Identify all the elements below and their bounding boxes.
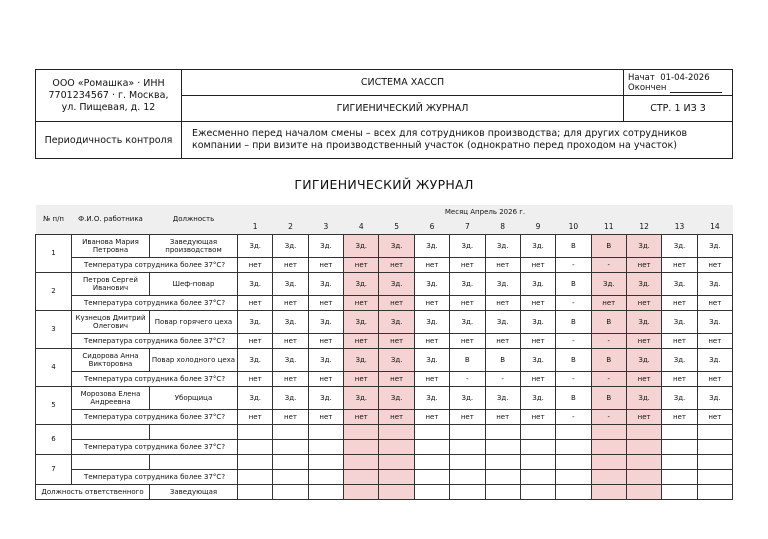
employee-row — [36, 424, 733, 439]
temperature-cell — [556, 439, 591, 454]
temperature-cell: нет — [273, 409, 308, 424]
health-status-cell — [273, 424, 308, 439]
temperature-cell — [662, 439, 697, 454]
temperature-cell: нет — [450, 257, 485, 272]
temperature-cell — [520, 439, 555, 454]
temperature-cell: - — [556, 257, 591, 272]
temperature-cell — [238, 439, 273, 454]
temperature-row — [36, 469, 733, 484]
health-status-cell: Зд. — [308, 272, 343, 295]
health-status-cell — [238, 424, 273, 439]
health-status-cell: Зд. — [238, 272, 273, 295]
health-status-cell: В — [591, 348, 626, 371]
temperature-cell — [414, 439, 449, 454]
employee-name: Кузнецов Дмитрий Олегович — [72, 310, 150, 333]
day-header: 8 — [485, 219, 520, 234]
health-status-cell: Зд. — [414, 310, 449, 333]
temperature-cell — [485, 469, 520, 484]
col-header-position: Должность — [150, 205, 238, 234]
health-status-cell — [697, 424, 732, 439]
journal-name: ГИГИЕНИЧЕСКИЙ ЖУРНАЛ — [182, 96, 624, 122]
temperature-cell: нет — [344, 409, 379, 424]
temperature-cell: нет — [308, 409, 343, 424]
health-status-cell: Зд. — [485, 310, 520, 333]
health-status-cell: Зд. — [485, 272, 520, 295]
health-status-cell: Зд. — [626, 234, 661, 257]
day-header: 10 — [556, 219, 591, 234]
health-status-cell — [556, 454, 591, 469]
health-status-cell: Зд. — [273, 234, 308, 257]
temperature-cell: нет — [414, 295, 449, 310]
temperature-cell — [697, 469, 732, 484]
temperature-cell — [308, 439, 343, 454]
company-line: 7701234567 · г. Москва, — [48, 89, 169, 101]
temperature-label: Температура сотрудника более 37°C? — [72, 439, 238, 454]
employee-number: 5 — [36, 386, 72, 424]
temperature-cell: - — [591, 257, 626, 272]
temperature-cell: нет — [450, 333, 485, 348]
health-status-cell: Зд. — [238, 348, 273, 371]
responsible-signature-cell — [520, 484, 555, 499]
temperature-row — [36, 371, 733, 386]
temperature-cell: нет — [697, 257, 732, 272]
temperature-cell: нет — [238, 371, 273, 386]
periodicity-text: Ежесменно перед началом смены – всех для сотрудников производства; для других сотрудников компании – при визите на производственный участок (однократно перед проходом на участок) — [182, 122, 733, 159]
health-status-cell: Зд. — [662, 310, 697, 333]
temperature-cell: - — [591, 371, 626, 386]
health-status-cell — [697, 454, 732, 469]
temperature-cell — [485, 439, 520, 454]
temperature-cell: нет — [662, 295, 697, 310]
health-status-cell: Зд. — [626, 272, 661, 295]
responsible-signature-cell — [485, 484, 520, 499]
temperature-cell: нет — [238, 333, 273, 348]
health-status-cell — [485, 424, 520, 439]
temperature-cell: нет — [485, 257, 520, 272]
temperature-cell: - — [591, 333, 626, 348]
temperature-cell — [697, 439, 732, 454]
health-status-cell: Зд. — [662, 348, 697, 371]
health-status-cell: В — [556, 234, 591, 257]
day-header: 2 — [273, 219, 308, 234]
document-header — [35, 69, 733, 159]
temperature-cell: нет — [520, 333, 555, 348]
responsible-signature-cell — [344, 484, 379, 499]
day-header: 1 — [238, 219, 273, 234]
temperature-cell — [662, 469, 697, 484]
health-status-cell: Зд. — [414, 272, 449, 295]
temperature-cell: нет — [344, 333, 379, 348]
health-status-cell: Зд. — [379, 234, 414, 257]
employee-position: Уборщица — [150, 386, 238, 409]
temperature-cell: нет — [308, 257, 343, 272]
temperature-cell: - — [450, 371, 485, 386]
temperature-cell — [344, 469, 379, 484]
temperature-cell: нет — [485, 409, 520, 424]
temperature-cell: нет — [520, 295, 555, 310]
health-status-cell: Зд. — [273, 310, 308, 333]
ended-label: Окончен — [628, 82, 667, 93]
employee-number: 7 — [36, 454, 72, 484]
temperature-cell: нет — [273, 257, 308, 272]
employee-row — [36, 234, 733, 257]
started-date: 01-04-2026 — [660, 72, 710, 83]
health-status-cell: В — [556, 348, 591, 371]
health-status-cell: Зд. — [450, 272, 485, 295]
responsible-signature-cell — [626, 484, 661, 499]
employee-position: Повар холодного цеха — [150, 348, 238, 371]
health-status-cell: Зд. — [414, 348, 449, 371]
temperature-cell — [379, 439, 414, 454]
temperature-cell: нет — [344, 257, 379, 272]
responsible-signature-cell — [591, 484, 626, 499]
day-header: 9 — [520, 219, 555, 234]
started-label: Начат — [628, 72, 655, 83]
health-status-cell: Зд. — [238, 310, 273, 333]
health-status-cell: Зд. — [697, 348, 732, 371]
temperature-cell: нет — [379, 333, 414, 348]
health-status-cell: Зд. — [379, 386, 414, 409]
page-number: СТР. 1 ИЗ 3 — [624, 96, 733, 122]
responsible-signature-cell — [379, 484, 414, 499]
responsible-row — [36, 484, 733, 499]
temperature-cell — [450, 439, 485, 454]
health-status-cell — [450, 454, 485, 469]
temperature-row — [36, 295, 733, 310]
health-status-cell — [238, 454, 273, 469]
temperature-cell: нет — [662, 257, 697, 272]
day-header: 3 — [308, 219, 343, 234]
health-status-cell: В — [556, 386, 591, 409]
health-status-cell: В — [591, 234, 626, 257]
day-header: 12 — [626, 219, 661, 234]
responsible-signature-cell — [238, 484, 273, 499]
temperature-label: Температура сотрудника более 37°C? — [72, 371, 238, 386]
employee-number: 3 — [36, 310, 72, 348]
responsible-signature-cell — [308, 484, 343, 499]
temperature-cell: нет — [238, 257, 273, 272]
responsible-signature-cell — [662, 484, 697, 499]
employee-position: Шеф-повар — [150, 272, 238, 295]
health-status-cell — [520, 424, 555, 439]
health-status-cell: Зд. — [344, 386, 379, 409]
hygiene-log-table — [35, 205, 733, 500]
temperature-cell: нет — [485, 295, 520, 310]
employee-row — [36, 310, 733, 333]
temperature-row — [36, 439, 733, 454]
temperature-cell: нет — [662, 371, 697, 386]
temperature-cell — [450, 469, 485, 484]
employee-row — [36, 272, 733, 295]
temperature-cell: нет — [344, 295, 379, 310]
employee-position — [150, 454, 238, 469]
temperature-cell: нет — [273, 371, 308, 386]
health-status-cell: Зд. — [697, 386, 732, 409]
employee-name: Петров Сергей Иванович — [72, 272, 150, 295]
health-status-cell: Зд. — [626, 348, 661, 371]
health-status-cell — [379, 424, 414, 439]
health-status-cell: Зд. — [626, 310, 661, 333]
temperature-cell: нет — [273, 295, 308, 310]
health-status-cell: Зд. — [662, 272, 697, 295]
page-title: ГИГИЕНИЧЕСКИЙ ЖУРНАЛ — [294, 177, 474, 192]
day-header: 5 — [379, 219, 414, 234]
temperature-cell: нет — [662, 409, 697, 424]
employee-row — [36, 386, 733, 409]
employee-number: 6 — [36, 424, 72, 454]
temperature-cell: нет — [520, 409, 555, 424]
responsible-signature-cell — [414, 484, 449, 499]
temperature-cell: нет — [697, 409, 732, 424]
health-status-cell: Зд. — [591, 272, 626, 295]
employee-name: Сидорова Анна Викторовна — [72, 348, 150, 371]
health-status-cell: Зд. — [238, 234, 273, 257]
temperature-cell: нет — [450, 295, 485, 310]
responsible-label: Должность ответственного — [36, 484, 150, 499]
temperature-cell: нет — [414, 333, 449, 348]
col-header-name: Ф.И.О. работника — [72, 205, 150, 234]
temperature-cell: - — [485, 371, 520, 386]
employee-position — [150, 424, 238, 439]
day-header: 4 — [344, 219, 379, 234]
health-status-cell — [308, 454, 343, 469]
temperature-cell — [273, 439, 308, 454]
health-status-cell: Зд. — [485, 234, 520, 257]
periodicity-label: Периодичность контроля — [36, 122, 182, 159]
temperature-row — [36, 257, 733, 272]
health-status-cell: В — [556, 272, 591, 295]
temperature-cell — [626, 439, 661, 454]
temperature-cell: нет — [626, 295, 661, 310]
temperature-cell: нет — [520, 257, 555, 272]
health-status-cell: Зд. — [520, 272, 555, 295]
temperature-label: Температура сотрудника более 37°C? — [72, 295, 238, 310]
health-status-cell — [344, 424, 379, 439]
health-status-cell: Зд. — [308, 348, 343, 371]
employee-number: 1 — [36, 234, 72, 272]
company-info — [36, 70, 182, 122]
employee-number: 2 — [36, 272, 72, 310]
day-header: 14 — [697, 219, 732, 234]
employee-position: Повар горячего цеха — [150, 310, 238, 333]
health-status-cell: Зд. — [344, 348, 379, 371]
responsible-signature-cell — [450, 484, 485, 499]
health-status-cell: Зд. — [697, 234, 732, 257]
temperature-cell: нет — [308, 295, 343, 310]
temperature-cell — [414, 469, 449, 484]
health-status-cell: Зд. — [344, 272, 379, 295]
day-header: 11 — [591, 219, 626, 234]
health-status-cell: Зд. — [414, 234, 449, 257]
health-status-cell: Зд. — [308, 234, 343, 257]
temperature-cell: нет — [626, 409, 661, 424]
health-status-cell — [662, 424, 697, 439]
health-status-cell: Зд. — [450, 234, 485, 257]
temperature-cell — [556, 469, 591, 484]
health-status-cell: В — [485, 348, 520, 371]
health-status-cell — [414, 454, 449, 469]
temperature-cell: - — [591, 409, 626, 424]
temperature-cell: нет — [238, 409, 273, 424]
temperature-cell — [626, 469, 661, 484]
month-header: Месяц Апрель 2026 г. — [238, 205, 733, 219]
health-status-cell: Зд. — [308, 386, 343, 409]
temperature-cell: - — [556, 409, 591, 424]
health-status-cell: Зд. — [379, 272, 414, 295]
temperature-cell: нет — [308, 333, 343, 348]
health-status-cell: В — [556, 310, 591, 333]
temperature-cell — [591, 469, 626, 484]
temperature-cell: нет — [379, 371, 414, 386]
temperature-cell: нет — [379, 409, 414, 424]
temperature-cell: нет — [238, 295, 273, 310]
health-status-cell: Зд. — [379, 310, 414, 333]
health-status-cell — [556, 424, 591, 439]
system-name: СИСТЕМА ХАССП — [182, 70, 624, 96]
responsible-signature-cell — [556, 484, 591, 499]
employee-number: 4 — [36, 348, 72, 386]
temperature-label: Температура сотрудника более 37°C? — [72, 469, 238, 484]
health-status-cell: Зд. — [273, 348, 308, 371]
health-status-cell — [485, 454, 520, 469]
health-status-cell: Зд. — [379, 348, 414, 371]
temperature-cell: - — [556, 333, 591, 348]
temperature-cell — [379, 469, 414, 484]
health-status-cell — [414, 424, 449, 439]
temperature-cell: нет — [697, 295, 732, 310]
health-status-cell: Зд. — [520, 310, 555, 333]
temperature-cell: нет — [520, 371, 555, 386]
health-status-cell: Зд. — [450, 386, 485, 409]
temperature-cell: нет — [626, 333, 661, 348]
temperature-cell: нет — [414, 371, 449, 386]
responsible-value: Заведующая — [150, 484, 238, 499]
company-line: ООО «Ромашка» · ИНН — [52, 77, 165, 89]
health-status-cell: Зд. — [344, 310, 379, 333]
health-status-cell: Зд. — [520, 386, 555, 409]
health-status-cell — [273, 454, 308, 469]
health-status-cell: Зд. — [485, 386, 520, 409]
temperature-cell: нет — [308, 371, 343, 386]
health-status-cell: В — [450, 348, 485, 371]
employee-name: Морозова Елена Андреевна — [72, 386, 150, 409]
responsible-signature-cell — [273, 484, 308, 499]
col-header-num: № п/п — [36, 205, 72, 234]
temperature-cell: нет — [697, 333, 732, 348]
health-status-cell — [520, 454, 555, 469]
health-status-cell: Зд. — [414, 386, 449, 409]
health-status-cell — [344, 454, 379, 469]
temperature-row — [36, 333, 733, 348]
health-status-cell — [662, 454, 697, 469]
temperature-cell: нет — [591, 295, 626, 310]
health-status-cell: Зд. — [520, 348, 555, 371]
temperature-row — [36, 409, 733, 424]
health-status-cell — [450, 424, 485, 439]
health-status-cell: Зд. — [273, 386, 308, 409]
temperature-cell: нет — [379, 257, 414, 272]
health-status-cell — [591, 424, 626, 439]
health-status-cell: Зд. — [662, 234, 697, 257]
employee-row — [36, 454, 733, 469]
temperature-cell: нет — [697, 371, 732, 386]
temperature-cell: нет — [344, 371, 379, 386]
temperature-cell: нет — [379, 295, 414, 310]
temperature-cell: нет — [450, 409, 485, 424]
health-status-cell — [379, 454, 414, 469]
health-status-cell: Зд. — [308, 310, 343, 333]
temperature-cell — [344, 439, 379, 454]
temperature-cell: - — [556, 295, 591, 310]
temperature-cell — [273, 469, 308, 484]
health-status-cell: Зд. — [238, 386, 273, 409]
temperature-cell — [520, 469, 555, 484]
employee-name — [72, 454, 150, 469]
temperature-cell: нет — [273, 333, 308, 348]
health-status-cell — [308, 424, 343, 439]
health-status-cell — [591, 454, 626, 469]
health-status-cell — [626, 454, 661, 469]
health-status-cell: Зд. — [662, 386, 697, 409]
day-header: 7 — [450, 219, 485, 234]
responsible-signature-cell — [697, 484, 732, 499]
day-header: 6 — [414, 219, 449, 234]
employee-position: Заведующая производством — [150, 234, 238, 257]
health-status-cell: Зд. — [697, 272, 732, 295]
health-status-cell: Зд. — [520, 234, 555, 257]
employee-name — [72, 424, 150, 439]
temperature-cell — [308, 469, 343, 484]
health-status-cell: Зд. — [344, 234, 379, 257]
temperature-label: Температура сотрудника более 37°C? — [72, 333, 238, 348]
day-header: 13 — [662, 219, 697, 234]
temperature-cell — [591, 439, 626, 454]
company-line: ул. Пищевая, д. 12 — [61, 101, 156, 113]
health-status-cell: Зд. — [273, 272, 308, 295]
health-status-cell: Зд. — [450, 310, 485, 333]
health-status-cell — [626, 424, 661, 439]
employee-row — [36, 348, 733, 371]
ended-date-blank — [670, 83, 722, 93]
temperature-cell: нет — [414, 257, 449, 272]
temperature-label: Температура сотрудника более 37°C? — [72, 409, 238, 424]
temperature-cell: - — [556, 371, 591, 386]
temperature-cell — [238, 469, 273, 484]
temperature-cell: нет — [414, 409, 449, 424]
journal-dates — [624, 70, 733, 96]
health-status-cell: В — [591, 310, 626, 333]
temperature-cell: нет — [626, 257, 661, 272]
temperature-label: Температура сотрудника более 37°C? — [72, 257, 238, 272]
health-status-cell: Зд. — [626, 386, 661, 409]
health-status-cell: Зд. — [697, 310, 732, 333]
temperature-cell: нет — [662, 333, 697, 348]
health-status-cell: В — [591, 386, 626, 409]
employee-name: Иванова Мария Петровна — [72, 234, 150, 257]
temperature-cell: нет — [485, 333, 520, 348]
temperature-cell: нет — [626, 371, 661, 386]
